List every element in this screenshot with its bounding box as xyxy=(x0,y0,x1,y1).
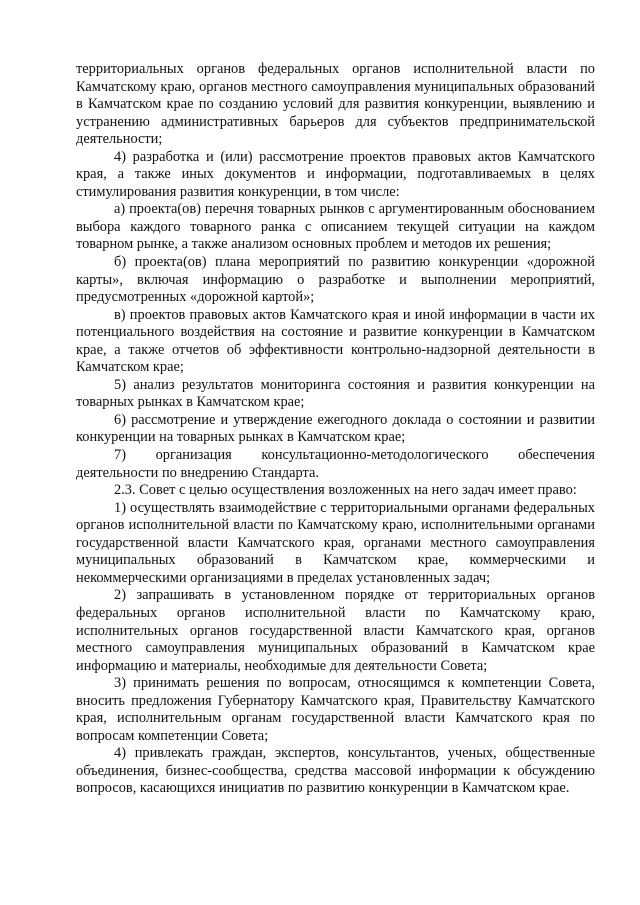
paragraph-item-5: 5) анализ результатов мониторинга состояния и развития конкуренции на товарных рынках в Камчатском крае; xyxy=(76,376,595,411)
paragraph-continuation: территориальных органов федеральных органов исполнительной власти по Камчатскому краю, органов местного самоуправления муниципальных образований в Камчатском крае по созданию условий для развития конкуренции, выявлению и устранению административных барьеров для субъектов предпринимательской деятельности; xyxy=(76,61,595,148)
paragraph-right-4: 4) привлекать граждан, экспертов, консультантов, ученых, общественные объединения, бизнес-сообщества, средства массовой информации к обсуждению вопросов, касающихся инициатив по развитию конкуренции в Камчатском крае. xyxy=(76,745,595,797)
paragraph-right-1: 1) осуществлять взаимодействие с территориальными органами федеральных органов исполнительной власти по Камчатскому краю, исполнительными органами государственной власти Камчатского края, органами местного самоуправления муниципальных образований в Камчатском крае, коммерческими и некоммерческими организациями в пределах установленных задач; xyxy=(76,499,595,586)
paragraph-right-2: 2) запрашивать в установленном порядке от территориальных органов федеральных органов исполнительной власти по Камчатскому краю, исполнительных органов государственной власти Камчатского края, органов местного самоуправления муниципальных образований в Камчатском крае информацию и материалы, необходимые для деятельности Совета; xyxy=(76,587,595,674)
section-heading-2-3: 2.3. Совет с целью осуществления возложенных на него задач имеет право: xyxy=(114,482,577,499)
paragraph-item-4: 4) разработка и (или) рассмотрение проектов правовых актов Камчатского края, а также иных документов и информации, подготавливаемых в целях стимулирования развития конкуренции, в том числе: xyxy=(76,148,595,200)
paragraph-subitem-v: в) проектов правовых актов Камчатского края и иной информации в части их потенциального воздействия на состояние и развитие конкуренции в Камчатском крае, а также отчетов об эффективности контрольно-надзорной деятельности в Камчатском крае; xyxy=(76,306,595,376)
document-page xyxy=(76,61,595,798)
paragraph-subitem-b: б) проекта(ов) плана мероприятий по развитию конкуренции «дорожной карты», включая информацию о разработке и выполнении мероприятий, предусмотренных «дорожной картой»; xyxy=(76,254,595,306)
paragraph-item-7: 7) организация консультационно-методологического обеспечения деятельности по внедрению Стандарта. xyxy=(76,447,595,481)
paragraph-subitem-a: а) проекта(ов) перечня товарных рынков с аргументированным обоснованием выбора каждого товарного ранка с описанием текущей ситуации на каждом товарном рынке, а также анализом основных проблем и методов их решения; xyxy=(76,201,595,253)
paragraph-item-6: 6) рассмотрение и утверждение ежегодного доклада о состоянии и развитии конкуренции на товарных рынках в Камчатском крае; xyxy=(76,411,595,446)
paragraph-right-3: 3) принимать решения по вопросам, относящимся к компетенции Совета, вносить предложения Губернатору Камчатского края, Правительству Камчатского края, исполнительным органам государственной власти Камчатского края по вопросам компетенции Совета; xyxy=(76,675,595,744)
